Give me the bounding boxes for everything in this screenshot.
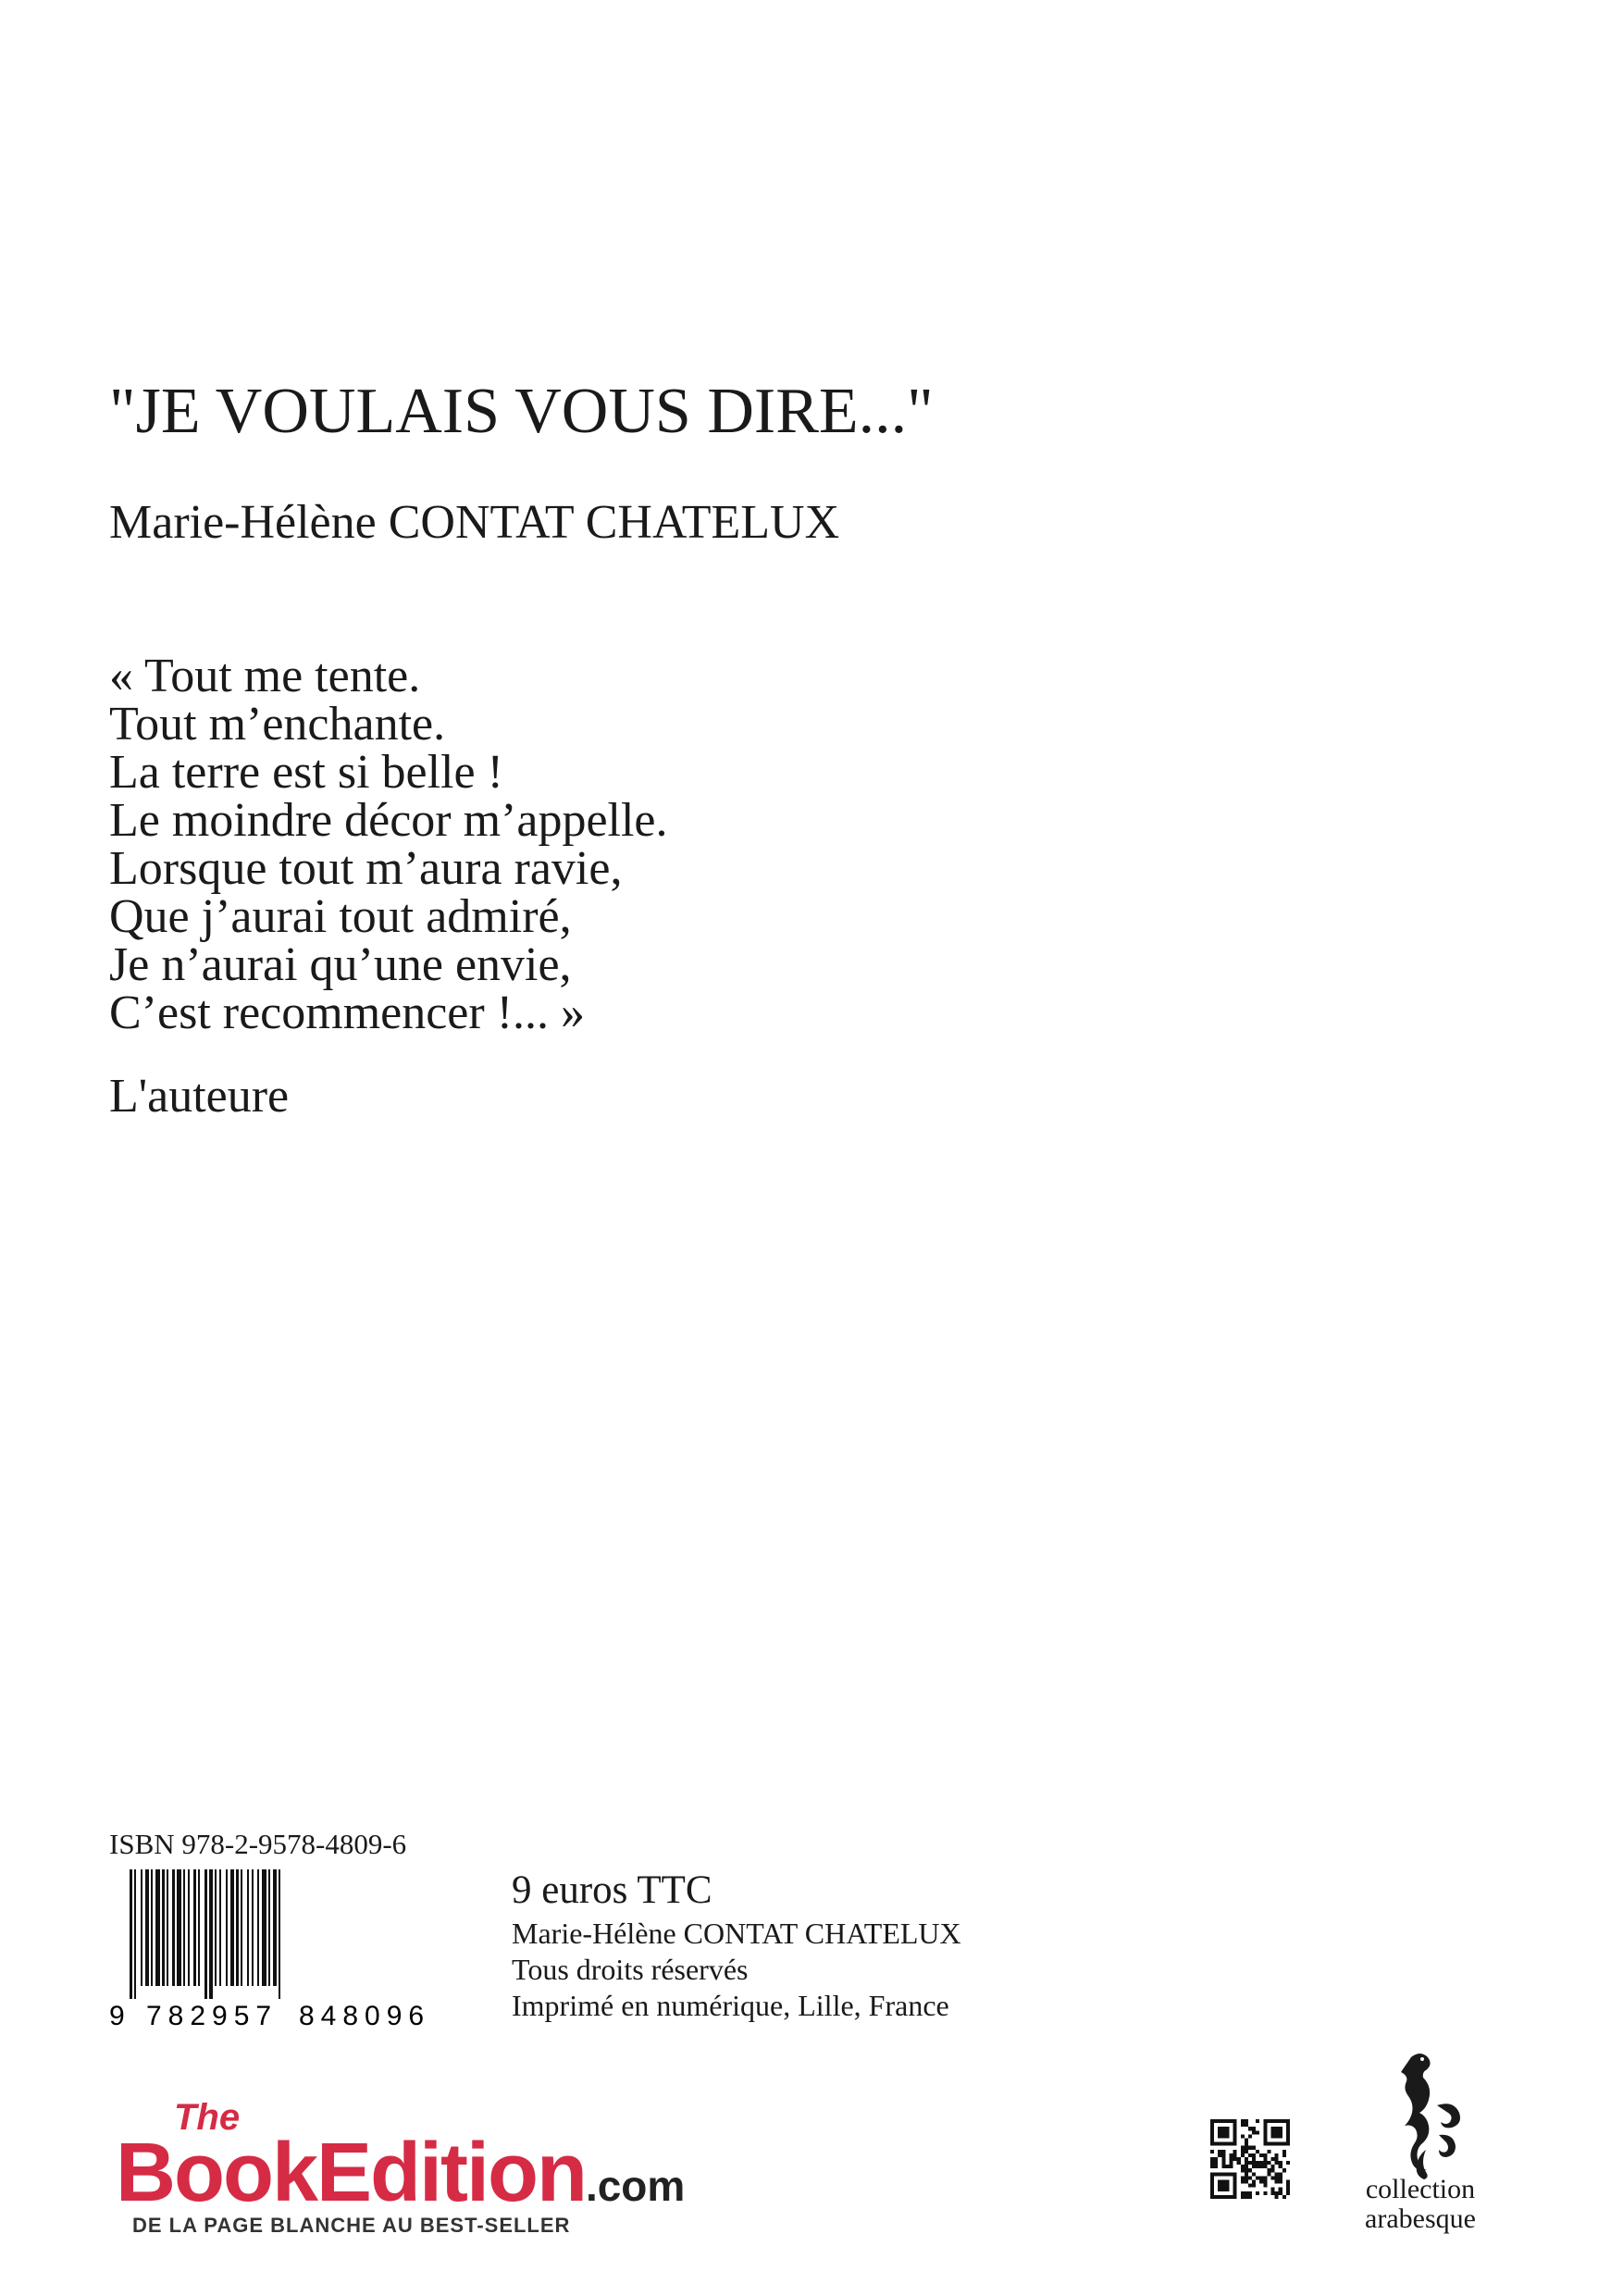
barcode-bar <box>177 1869 181 1986</box>
qr-module <box>1286 2134 1290 2138</box>
qr-module <box>1221 2157 1225 2161</box>
qr-module <box>1271 2142 1275 2146</box>
qr-module <box>1218 2195 1221 2199</box>
qr-module <box>1221 2153 1225 2157</box>
qr-module <box>1275 2176 1279 2179</box>
qr-module <box>1241 2123 1245 2127</box>
qr-module <box>1214 2142 1218 2146</box>
qr-module <box>1218 2119 1221 2123</box>
qr-module <box>1286 2188 1290 2191</box>
qr-module <box>1210 2180 1214 2184</box>
qr-module <box>1225 2188 1229 2191</box>
qr-module <box>1221 2150 1225 2153</box>
barcode <box>109 1868 453 2029</box>
qr-module <box>1263 2134 1267 2138</box>
qr-module <box>1233 2191 1237 2195</box>
qr-module <box>1267 2168 1270 2172</box>
qr-module <box>1263 2119 1267 2123</box>
qr-module <box>1256 2130 1259 2134</box>
qr-module <box>1275 2161 1279 2165</box>
logo-tagline: DE LA PAGE BLANCHE AU BEST-SELLER <box>132 2214 571 2237</box>
qr-module <box>1286 2161 1290 2165</box>
qr-module <box>1279 2130 1282 2134</box>
qr-module <box>1241 2191 1245 2195</box>
qr-module <box>1245 2180 1248 2184</box>
logo-the: The <box>174 2097 241 2138</box>
qr-module <box>1225 2172 1229 2176</box>
barcode-bar <box>198 1869 200 1986</box>
qr-module <box>1286 2184 1290 2188</box>
qr-module <box>1286 2119 1290 2123</box>
qr-module <box>1245 2172 1248 2176</box>
barcode-bar <box>183 1869 185 1986</box>
barcode-bar <box>215 1869 217 1986</box>
qr-module <box>1248 2195 1252 2199</box>
qr-module <box>1210 2172 1214 2176</box>
poem-line: Que j’aurai tout admiré, <box>109 890 572 943</box>
qr-module <box>1233 2134 1237 2138</box>
qr-module <box>1229 2142 1233 2146</box>
qr-module <box>1248 2176 1252 2179</box>
barcode-bar <box>219 1869 221 1986</box>
qr-module <box>1248 2191 1252 2195</box>
qr-module <box>1218 2150 1221 2153</box>
qr-module <box>1252 2127 1256 2130</box>
barcode-bar <box>151 1869 153 1986</box>
qr-module <box>1221 2161 1225 2165</box>
qr-module <box>1271 2134 1275 2138</box>
qr-module <box>1282 2168 1286 2172</box>
barcode-bar <box>236 1869 239 1986</box>
qr-module <box>1233 2119 1237 2123</box>
qr-module <box>1237 2161 1241 2165</box>
qr-module <box>1210 2161 1214 2165</box>
qr-module <box>1245 2176 1248 2179</box>
qr-module <box>1225 2130 1229 2134</box>
qr-module <box>1279 2180 1282 2184</box>
collection-line-2: arabesque <box>1365 2203 1476 2234</box>
collection-label <box>1351 2175 1490 2234</box>
qr-module <box>1229 2119 1233 2123</box>
qr-module <box>1256 2191 1259 2195</box>
qr-module <box>1245 2123 1248 2127</box>
qr-module <box>1245 2191 1248 2195</box>
qr-module <box>1248 2168 1252 2172</box>
qr-module <box>1233 2142 1237 2146</box>
price: 9 euros TTC <box>512 1868 712 1912</box>
qr-module <box>1210 2130 1214 2134</box>
qr-module <box>1275 2157 1279 2161</box>
qr-module <box>1233 2130 1237 2134</box>
qr-module <box>1252 2184 1256 2188</box>
qr-module <box>1245 2165 1248 2168</box>
imprint-rights: Tous droits réservés <box>512 1953 749 1986</box>
qr-module <box>1229 2161 1233 2165</box>
qr-module <box>1218 2130 1221 2134</box>
qr-module <box>1241 2146 1245 2150</box>
qr-module <box>1279 2191 1282 2195</box>
qr-module <box>1218 2142 1221 2146</box>
qr-module <box>1241 2168 1245 2172</box>
qr-module <box>1210 2150 1214 2153</box>
qr-module <box>1267 2142 1270 2146</box>
poem-line: Tout m’enchante. <box>109 698 446 751</box>
qr-module <box>1275 2172 1279 2176</box>
qr-module <box>1279 2127 1282 2130</box>
qr-module <box>1225 2127 1229 2130</box>
qr-module <box>1286 2180 1290 2184</box>
qr-module <box>1233 2180 1237 2184</box>
qr-module <box>1241 2119 1245 2123</box>
qr-module <box>1263 2176 1267 2179</box>
imprint-printed: Imprimé en numérique, Lille, France <box>512 1989 949 2022</box>
barcode-bar <box>279 1869 280 1999</box>
qr-module <box>1210 2195 1214 2199</box>
qr-module <box>1245 2195 1248 2199</box>
qr-module <box>1275 2142 1279 2146</box>
qr-module <box>1229 2165 1233 2168</box>
qr-module <box>1218 2127 1221 2130</box>
barcode-bar <box>273 1869 277 1986</box>
qr-module <box>1233 2138 1237 2141</box>
qr-module <box>1221 2130 1225 2134</box>
qr-module <box>1210 2123 1214 2127</box>
qr-module <box>1221 2172 1225 2176</box>
qr-module <box>1271 2157 1275 2161</box>
qr-module <box>1256 2119 1259 2123</box>
qr-module <box>1252 2157 1256 2161</box>
qr-module <box>1286 2127 1290 2130</box>
barcode-bar <box>130 1869 132 1999</box>
qr-module <box>1214 2165 1218 2168</box>
qr-module <box>1245 2146 1248 2150</box>
barcode-digit-first: 9 <box>109 2001 125 2029</box>
poem <box>109 652 668 1037</box>
barcode-bar <box>155 1869 160 1986</box>
book-title: "JE VOULAIS VOUS DIRE..." <box>109 376 934 447</box>
barcode-bar <box>252 1869 254 1986</box>
qr-module <box>1221 2134 1225 2138</box>
logo-brand-name: BookEdition <box>116 2127 586 2219</box>
qr-module <box>1275 2153 1279 2157</box>
qr-module <box>1279 2134 1282 2138</box>
qr-module <box>1210 2138 1214 2141</box>
qr-module <box>1210 2191 1214 2195</box>
qr-module <box>1279 2176 1282 2179</box>
qr-module <box>1210 2119 1214 2123</box>
qr-module <box>1248 2161 1252 2165</box>
qr-module <box>1241 2134 1245 2138</box>
barcode-digits-right: 848096 <box>299 2001 431 2029</box>
barcode-bar <box>204 1869 207 1999</box>
qr-module <box>1252 2172 1256 2176</box>
qr-module <box>1259 2176 1263 2179</box>
qr-module <box>1271 2119 1275 2123</box>
qr-module <box>1275 2195 1279 2199</box>
qr-module <box>1252 2180 1256 2184</box>
qr-module <box>1263 2165 1267 2168</box>
qr-module <box>1282 2195 1286 2199</box>
qr-module <box>1286 2142 1290 2146</box>
qr-module <box>1233 2176 1237 2179</box>
qr-module <box>1233 2150 1237 2153</box>
qr-module <box>1225 2134 1229 2138</box>
qr-module <box>1214 2157 1218 2161</box>
qr-module <box>1233 2184 1237 2188</box>
qr-module <box>1225 2119 1229 2123</box>
book-author: Marie-Hélène CONTAT CHATELUX <box>109 496 840 549</box>
qr-module <box>1218 2153 1221 2157</box>
qr-module <box>1282 2153 1286 2157</box>
qr-module <box>1210 2184 1214 2188</box>
qr-module <box>1210 2188 1214 2191</box>
qr-module <box>1267 2161 1270 2165</box>
qr-module <box>1275 2134 1279 2138</box>
qr-module <box>1221 2142 1225 2146</box>
qr-module <box>1214 2161 1218 2165</box>
qr-module <box>1259 2161 1263 2165</box>
barcode-bar <box>247 1869 249 1986</box>
qr-module <box>1263 2180 1267 2184</box>
poem-line: Le moindre décor m’appelle. <box>109 794 668 847</box>
qr-module <box>1252 2165 1256 2168</box>
qr-module <box>1233 2153 1237 2157</box>
qr-module <box>1286 2191 1290 2195</box>
poem-line: C’est recommencer !... » <box>109 987 586 1039</box>
qr-module <box>1245 2168 1248 2172</box>
qr-module <box>1210 2157 1214 2161</box>
qr-module <box>1267 2150 1270 2153</box>
qr-module <box>1263 2142 1267 2146</box>
barcode-bar <box>241 1869 242 1986</box>
qr-module <box>1286 2130 1290 2134</box>
qr-module <box>1210 2176 1214 2179</box>
qr-module <box>1210 2127 1214 2130</box>
logo-domain: .com <box>585 2162 686 2210</box>
qr-module <box>1225 2142 1229 2146</box>
qr-module <box>1248 2184 1252 2188</box>
qr-module <box>1225 2180 1229 2184</box>
imprint-author: Marie-Hélène CONTAT CHATELUX <box>512 1917 961 1950</box>
qr-module <box>1271 2130 1275 2134</box>
qr-module <box>1263 2157 1267 2161</box>
qr-module <box>1245 2150 1248 2153</box>
poem-line: Je n’aurai qu’une envie, <box>109 938 572 991</box>
qr-module <box>1286 2138 1290 2141</box>
qr-module <box>1263 2127 1267 2130</box>
qr-module <box>1248 2127 1252 2130</box>
qr-module <box>1245 2161 1248 2165</box>
qr-module <box>1210 2142 1214 2146</box>
qr-module <box>1241 2165 1245 2168</box>
barcode-bar <box>141 1869 142 1986</box>
qr-module <box>1221 2165 1225 2168</box>
qr-module <box>1241 2195 1245 2199</box>
poem-line: Lorsque tout m’aura ravie, <box>109 842 623 895</box>
qr-module <box>1221 2184 1225 2188</box>
qr-module <box>1221 2180 1225 2184</box>
qr-module <box>1218 2172 1221 2176</box>
qr-module <box>1233 2172 1237 2176</box>
qr-module <box>1256 2176 1259 2179</box>
qr-module <box>1233 2123 1237 2127</box>
qr-module <box>1259 2153 1263 2157</box>
barcode-bar <box>162 1869 165 1986</box>
qr-module <box>1259 2165 1263 2168</box>
qr-module <box>1218 2180 1221 2184</box>
barcode-digits-left: 782957 <box>146 2001 279 2029</box>
qr-module <box>1263 2138 1267 2141</box>
qr-module <box>1263 2184 1267 2188</box>
barcode-bar <box>172 1869 175 1986</box>
qr-module <box>1271 2165 1275 2168</box>
qr-module <box>1267 2172 1270 2176</box>
qr-module <box>1229 2195 1233 2199</box>
qr-module <box>1279 2142 1282 2146</box>
qr-module <box>1259 2180 1263 2184</box>
imprint-info <box>512 1916 961 2024</box>
qr-module <box>1275 2180 1279 2184</box>
qr-module <box>1233 2157 1237 2161</box>
qr-module <box>1267 2119 1270 2123</box>
qr-module <box>1263 2123 1267 2127</box>
qr-module <box>1225 2184 1229 2188</box>
qr-module <box>1248 2153 1252 2157</box>
qr-module <box>1256 2165 1259 2168</box>
barcode-bar <box>268 1869 270 1986</box>
barcode-bar <box>188 1869 190 1986</box>
qr-module <box>1245 2157 1248 2161</box>
qr-module <box>1275 2191 1279 2195</box>
qr-module <box>1275 2130 1279 2134</box>
qr-module <box>1279 2119 1282 2123</box>
qr-module <box>1214 2195 1218 2199</box>
qr-module <box>1271 2127 1275 2130</box>
qr-module <box>1271 2188 1275 2191</box>
qr-module <box>1214 2172 1218 2176</box>
seahorse-vine-emblem-icon <box>1383 2050 1471 2179</box>
qr-module <box>1221 2195 1225 2199</box>
qr-module <box>1229 2153 1233 2157</box>
barcode-bar <box>257 1869 259 1986</box>
qr-module <box>1263 2161 1267 2165</box>
qr-module <box>1279 2172 1282 2176</box>
qr-module <box>1271 2176 1275 2179</box>
publisher-logo <box>116 2097 686 2247</box>
qr-module <box>1245 2142 1248 2146</box>
qr-module <box>1256 2150 1259 2153</box>
qr-module <box>1252 2153 1256 2157</box>
qr-module <box>1252 2130 1256 2134</box>
qr-module <box>1221 2188 1225 2191</box>
qr-module <box>1275 2119 1279 2123</box>
barcode-bar <box>209 1869 213 1999</box>
qr-module <box>1248 2134 1252 2138</box>
qr-module <box>1271 2191 1275 2195</box>
qr-module <box>1241 2153 1245 2157</box>
qr-module <box>1221 2127 1225 2130</box>
qr-module <box>1282 2119 1286 2123</box>
qr-module <box>1241 2150 1245 2153</box>
qr-module <box>1210 2134 1214 2138</box>
qr-module <box>1282 2150 1286 2153</box>
qr-module <box>1252 2146 1256 2150</box>
poem-signature: L'auteure <box>109 1070 290 1123</box>
qr-module <box>1263 2191 1267 2195</box>
qr-module <box>1241 2176 1245 2179</box>
qr-module <box>1271 2168 1275 2172</box>
qr-module <box>1233 2127 1237 2130</box>
barcode-bar <box>145 1869 149 1986</box>
qr-module <box>1233 2195 1237 2199</box>
qr-code-icon <box>1210 2119 1290 2199</box>
barcode-bar <box>167 1869 168 1986</box>
qr-module <box>1214 2119 1218 2123</box>
qr-module <box>1225 2195 1229 2199</box>
qr-module <box>1252 2161 1256 2165</box>
qr-module <box>1275 2127 1279 2130</box>
barcode-bar <box>134 1869 136 1999</box>
qr-module <box>1248 2146 1252 2150</box>
qr-module <box>1218 2134 1221 2138</box>
barcode-bar <box>226 1869 228 1986</box>
collection-line-1: collection <box>1365 2174 1476 2204</box>
qr-module <box>1218 2188 1221 2191</box>
qr-module <box>1210 2165 1214 2168</box>
qr-module <box>1218 2184 1221 2188</box>
barcode-bar <box>262 1869 266 1986</box>
qr-module <box>1286 2123 1290 2127</box>
qr-module <box>1237 2157 1241 2161</box>
qr-module <box>1229 2172 1233 2176</box>
qr-module <box>1279 2161 1282 2165</box>
qr-module <box>1245 2119 1248 2123</box>
barcode-bar <box>230 1869 234 1986</box>
barcode-bar <box>193 1869 196 1986</box>
qr-module <box>1245 2138 1248 2141</box>
qr-module <box>1229 2157 1233 2161</box>
qr-module <box>1279 2188 1282 2191</box>
qr-module <box>1225 2165 1229 2168</box>
isbn-label: ISBN 978-2-9578-4809-6 <box>109 1828 407 1860</box>
qr-module <box>1233 2188 1237 2191</box>
qr-module <box>1263 2153 1267 2157</box>
qr-module <box>1256 2161 1259 2165</box>
poem-line: « Tout me tente. <box>109 650 421 702</box>
qr-module <box>1282 2142 1286 2146</box>
qr-module <box>1279 2165 1282 2168</box>
qr-module <box>1263 2130 1267 2134</box>
qr-module <box>1241 2180 1245 2184</box>
poem-line: La terre est si belle ! <box>109 746 503 799</box>
qr-module <box>1221 2119 1225 2123</box>
